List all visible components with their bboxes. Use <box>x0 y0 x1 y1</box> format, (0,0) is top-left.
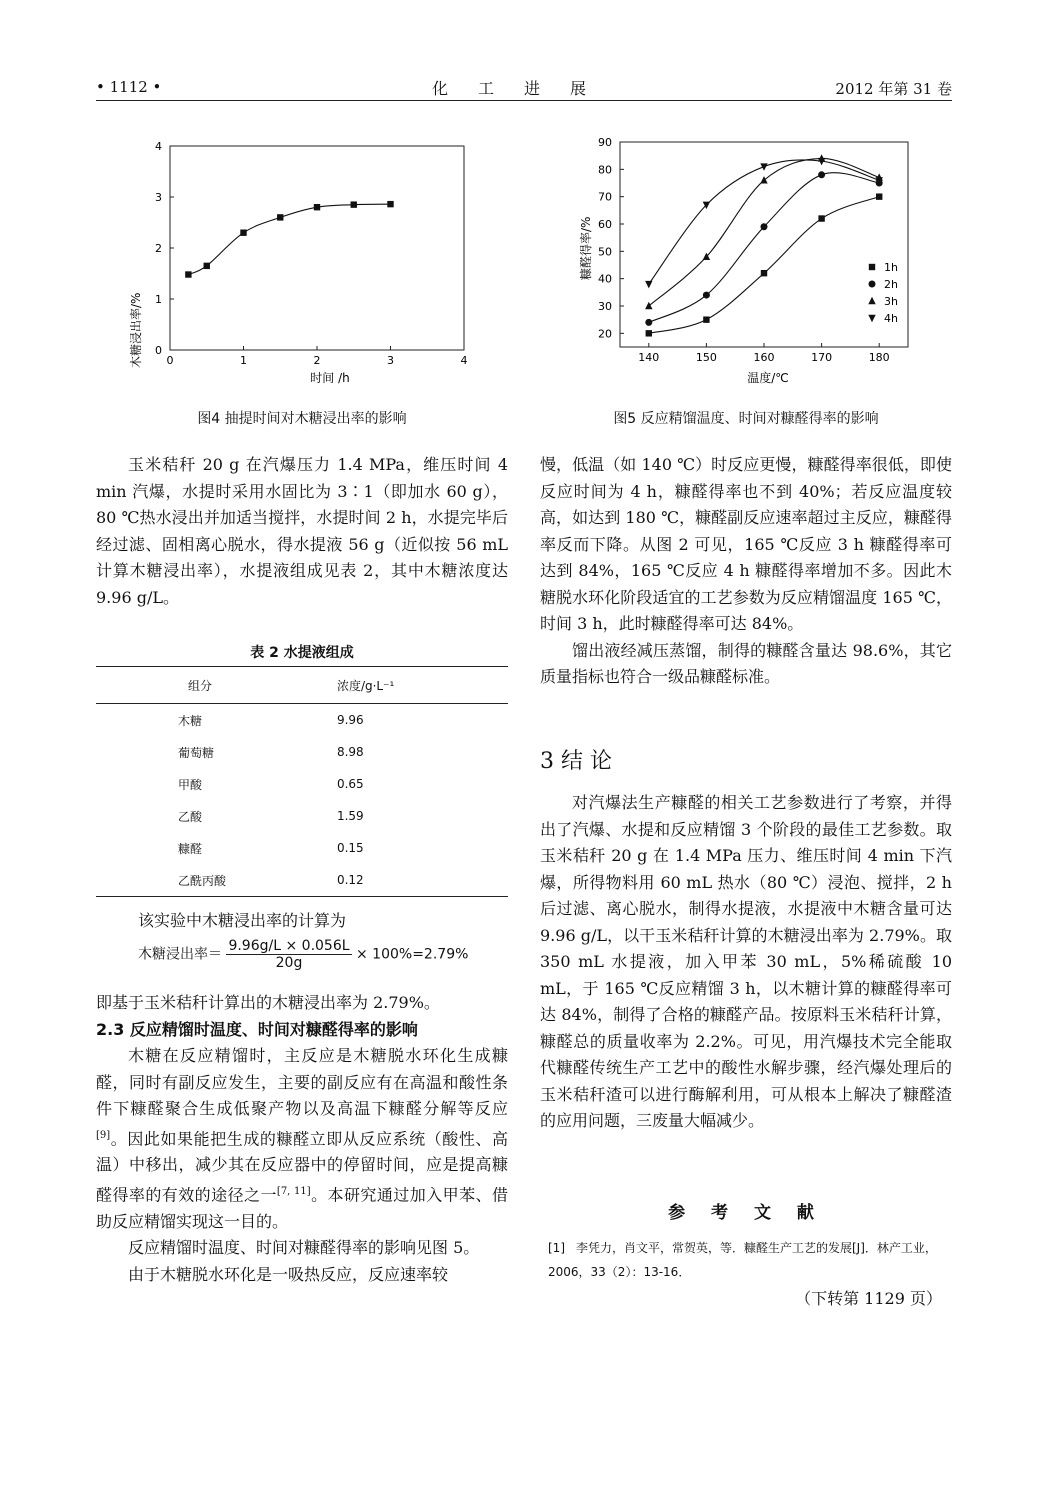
legend-marker <box>868 297 875 304</box>
paragraph-text: 木糖在反应精馏时，主反应是木糖脱水环化生成糠醛，同时有副反应发生，主要的副反应有在高温和酸性条件下糠醛聚合生成低聚产物以及高温下糠醛分解等反应 <box>96 1046 508 1118</box>
column-header: 组分 <box>96 667 335 704</box>
fig5-y-axis-label: 糠醛得率/% <box>579 216 593 280</box>
x-tick-label: 4 <box>460 354 468 367</box>
paragraph-text: 。本研究通过加入甲苯、借助反应精馏实现这一目的。 <box>96 1185 508 1231</box>
figure-4-caption: 图4 抽提时间对木糖浸出率的影响 <box>197 411 407 427</box>
table-cell: 乙酸 <box>178 809 203 824</box>
table-cell: 甲酸 <box>178 777 203 792</box>
right-column-top <box>540 452 952 691</box>
legend-marker <box>868 315 875 322</box>
calc-intro: 该实验中木糖浸出率的计算为 <box>138 911 347 930</box>
table-row <box>96 864 508 897</box>
formula-fraction <box>226 938 351 971</box>
paragraph: 由于木糖脱水环化是一吸热反应，反应速率较 <box>128 1264 449 1284</box>
x-tick-label: 3 <box>387 354 394 367</box>
left-column-bottom <box>96 990 508 1288</box>
table-cell: 木糖 <box>178 713 203 728</box>
data-point <box>646 330 652 336</box>
series-line <box>649 173 879 323</box>
y-tick-label: 80 <box>598 163 612 177</box>
legend-label: 1h <box>884 261 898 274</box>
x-tick-label: 2 <box>313 354 321 367</box>
reference-text: 李凭力，肖文平，常贺英，等．糠醛生产工艺的发展[J]．林产工业，2006，33（2）：13-16． <box>548 1241 937 1279</box>
y-tick-label: 50 <box>598 245 612 259</box>
citation: [7, 11] <box>276 1185 311 1197</box>
data-point <box>876 193 882 199</box>
fig5-x-axis-label: 温度/℃ <box>747 371 789 385</box>
fig4-x-axis-label: 时间 /h <box>310 371 350 385</box>
data-point <box>761 223 768 230</box>
y-tick-label: 90 <box>598 136 612 149</box>
legend-label: 3h <box>884 295 898 308</box>
right-column-conclusion <box>540 790 952 1135</box>
paragraph: 馏出液经减压蒸馏，制得的糠醛含量达 98.6%，其它质量指标也符合一级品糠醛标准。 <box>540 640 952 686</box>
data-point <box>204 263 210 269</box>
formula-numerator: 9.96g/L × 0.056L <box>228 938 350 954</box>
table-cell: 0.65 <box>336 777 364 791</box>
x-tick-label: 160 <box>753 351 775 364</box>
formula-denominator: 20g <box>275 955 303 971</box>
paragraph: 反应精馏时温度、时间对糠醛得率的影响见图 5。 <box>128 1238 480 1258</box>
figure-4 <box>110 130 500 394</box>
volume-info: 2012 年第 31 卷 <box>835 80 952 98</box>
legend-marker <box>869 281 876 288</box>
data-point <box>387 201 393 207</box>
plot-frame <box>620 142 908 347</box>
paragraph: 对汽爆法生产糠醛的相关工艺参数进行了考察，并得出了汽爆、水提和反应精馏 3 个阶段的最佳工艺参数。取玉米秸秆 20 g 在 1.4 MPa 压力、维压时间 4 min 下汽爆，所得物料用 60 mL 热水（80 ℃）浸泡、搅拌，2 h 后过滤、离心脱水，制得水提液，水提液中木糖含量可达 9.96 g/L，以干玉米秸秆计算的木糖浸出率为 2.79%。取 350 mL 水提液，加入甲苯 30 mL，5%稀硫酸 10 mL，于 165 ℃反应精馏 3 h，以木糖计算的糠醛得率可达 84%，制得了合格的糠醛产品。按原料玉米秸秆计算，糠醛总的质量收率为 2.2%。可见，用汽爆技术完全能取代糠醛传统生产工艺中的酸性水解步骤，经汽爆处理后的玉米秸秆渣可以进行酶解利用，可从根本上解决了糠醛渣的应用问题，三废量大幅减少。 <box>540 793 952 1130</box>
paragraph: 玉米秸秆 20 g 在汽爆压力 1.4 MPa，维压时间 4 min 汽爆，水提时采用水固比为 3∶1（即加水 60 g），80 ℃热水浸出并加适当搅拌，水提时间 2 h，水提完毕后经过滤、固相离心脱水，得水提液 56 g（近似按 56 mL 计算木糖浸出率），水提液组成见表 2，其中木糖浓度达 9.96 g/L。 <box>96 455 508 607</box>
table-row <box>96 768 508 800</box>
y-tick-label: 2 <box>155 242 162 255</box>
paragraph-text: 。因此如果能把生成的糠醛立即从反应系统（酸性、高温）中移出，减少其在反应器中的停留时间，应是提高糠醛得率的有效的途径之一 <box>96 1128 508 1205</box>
y-tick-label: 40 <box>598 272 612 286</box>
paragraph: 慢，低温（如 140 ℃）时反应更慢，糠醛得率很低，即使反应时间为 4 h，糠醛得率也不到 40%；若反应温度较高，如达到 180 ℃，糠醛副反应速率超过主反应，糠醛得率反而下降。从图 2 可见，165 ℃反应 3 h 糠醛得率可达到 84%，165 ℃反应 4 h 糠醛得率增加不多。因此木糖脱水环化阶段适宜的工艺参数为反应精馏温度 165 ℃，时间 3 h，此时糠醛得率可达 84%。 <box>540 455 952 633</box>
data-point <box>314 204 320 210</box>
table-cell: 0.15 <box>336 841 364 855</box>
legend-label: 4h <box>884 312 898 325</box>
y-tick-label: 0 <box>155 344 162 357</box>
legend-marker <box>869 264 875 270</box>
table-cell: 9.96 <box>336 713 364 727</box>
legend-label: 2h <box>884 278 898 291</box>
data-point <box>818 215 824 221</box>
y-tick-label: 70 <box>598 190 612 204</box>
data-point <box>240 230 246 236</box>
table-row <box>96 736 508 768</box>
x-tick-label: 140 <box>638 351 660 364</box>
series-line <box>649 197 879 334</box>
y-tick-label: 20 <box>598 327 612 341</box>
paragraph: 即基于玉米秸秆计算出的木糖浸出率为 2.79%。 <box>96 993 440 1012</box>
section-heading-2-3: 2.3 反应精馏时温度、时间对糠醛得率的影响 <box>96 1019 418 1039</box>
x-tick-label: 1 <box>240 354 247 367</box>
formula-lhs: 木糖浸出率＝ <box>138 946 222 963</box>
table-cell: 1.59 <box>336 809 364 823</box>
formula-rhs: × 100%=2.79% <box>356 946 469 963</box>
figure-5-chart <box>560 130 950 390</box>
references-title: 参 考 文 献 <box>668 1203 824 1223</box>
left-column-top <box>96 452 508 611</box>
plot-frame <box>170 146 464 350</box>
y-tick-label: 3 <box>155 191 162 204</box>
data-point <box>185 271 191 277</box>
column-header: 浓度/g·L⁻¹ <box>335 667 508 704</box>
table-row <box>96 704 508 737</box>
formula <box>138 938 468 971</box>
table-cell: 糠醛 <box>178 841 203 856</box>
table-2 <box>96 666 508 897</box>
data-point <box>760 176 767 183</box>
page-number: • 1112 • <box>96 78 162 96</box>
y-tick-label: 30 <box>598 300 612 313</box>
table-header-row <box>96 667 508 704</box>
data-point <box>703 292 710 299</box>
reference-item <box>548 1236 952 1284</box>
data-point <box>761 270 767 276</box>
data-point <box>351 201 357 207</box>
x-tick-label: 0 <box>166 354 174 367</box>
figure-5 <box>560 130 950 394</box>
table-2-title: 表 2 水提液组成 <box>250 645 354 661</box>
fig4-y-axis-label: 木糖浸出率/% <box>129 292 143 368</box>
x-tick-label: 180 <box>868 351 890 364</box>
journal-name: 化工进展 <box>431 79 616 98</box>
citation: [9] <box>96 1129 111 1141</box>
table-cell: 乙酰丙酸 <box>96 864 335 897</box>
y-tick-label: 60 <box>598 218 612 231</box>
data-point <box>818 171 825 178</box>
y-tick-label: 4 <box>155 140 162 153</box>
figure-5-caption: 图5 反应精馏温度、时间对糠醛得率的影响 <box>613 411 879 427</box>
data-point <box>703 316 709 322</box>
paragraph <box>96 1043 508 1235</box>
table-row <box>96 832 508 864</box>
data-point <box>645 319 652 326</box>
running-header <box>96 74 952 101</box>
table-cell: 0.12 <box>335 864 508 897</box>
table-cell: 8.98 <box>336 745 364 759</box>
x-tick-label: 170 <box>811 351 833 364</box>
section-heading-3: 3 结 论 <box>540 749 612 774</box>
data-point <box>277 214 283 220</box>
figure-4-chart <box>110 130 500 390</box>
reference-number: [1] <box>548 1241 565 1255</box>
series-line <box>188 204 390 274</box>
data-point <box>645 302 652 309</box>
table-cell: 葡萄糖 <box>178 745 215 760</box>
continued-note: （下转第 1129 页） <box>795 1289 942 1308</box>
table-row <box>96 800 508 832</box>
x-tick-label: 150 <box>695 351 717 364</box>
data-point <box>645 281 652 288</box>
y-tick-label: 1 <box>155 293 162 306</box>
